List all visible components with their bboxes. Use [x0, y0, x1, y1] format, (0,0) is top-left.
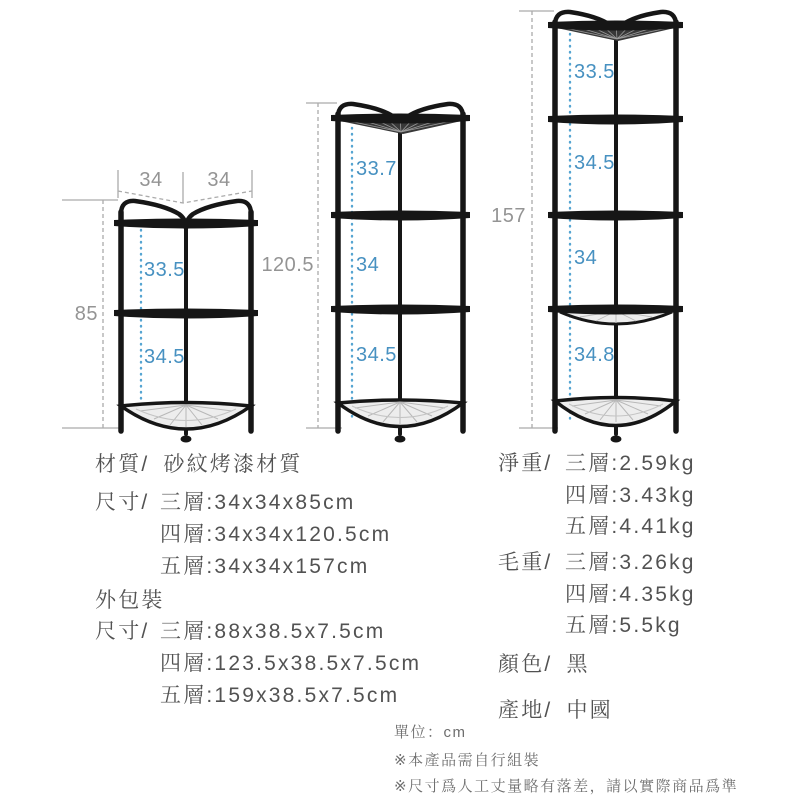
color-row — [498, 649, 590, 681]
size-block — [95, 487, 391, 583]
assembly-note: ※本產品需自行組裝 — [394, 752, 541, 769]
dim-gap-4tier-1: 33.7 — [356, 158, 397, 180]
dim-total-height-3tier: 85 — [74, 303, 98, 325]
three-tier-rack-drawing — [114, 201, 258, 443]
dim-total-height-4tier: 120.5 — [261, 254, 314, 276]
size-row-3tier: 三層:34x34x85cm — [160, 491, 356, 514]
origin-value: 中國 — [566, 699, 613, 722]
package-title: 外包裝 — [95, 589, 165, 612]
five-tier-rack-drawing — [548, 12, 683, 443]
package-row-4tier: 四層:123.5x38.5x7.5cm — [160, 652, 422, 675]
package-row-5tier: 五層:159x38.5x7.5cm — [160, 684, 400, 707]
material-label: 材質/ — [95, 453, 150, 476]
origin-label: 產地/ — [498, 699, 553, 722]
dim-gap-3tier-2: 34.5 — [144, 346, 185, 368]
net-weight-label: 淨重/ — [498, 452, 553, 475]
size-row-5tier: 五層:34x34x157cm — [160, 555, 370, 578]
dim-gap-5tier-2: 34.5 — [574, 152, 615, 174]
package-size-block — [95, 616, 421, 712]
dim-width-left: 34 — [139, 169, 163, 191]
net-weight-5tier: 五層:4.41kg — [565, 515, 696, 538]
net-weight-3tier: 三層:2.59kg — [565, 452, 696, 475]
net-weight-block — [498, 448, 696, 543]
gross-weight-block — [498, 547, 696, 642]
dim-width-right: 34 — [207, 169, 231, 191]
dim-gap-4tier-2: 34 — [356, 254, 380, 276]
material-row — [95, 449, 303, 481]
size-label: 尺寸/ — [95, 491, 150, 514]
dim-gap-5tier-4: 34.8 — [574, 344, 615, 366]
gross-weight-label: 毛重/ — [498, 551, 553, 574]
net-weight-4tier: 四層:3.43kg — [565, 483, 696, 507]
dim-gap-3tier-1: 33.5 — [144, 259, 185, 281]
material-value: 砂紋烤漆材質 — [163, 453, 303, 476]
size-row-4tier: 四層:34x34x120.5cm — [160, 523, 392, 546]
dim-gap-5tier-3: 34 — [574, 247, 598, 269]
gross-weight-4tier: 四層:4.35kg — [565, 582, 696, 606]
package-row-3tier: 三層:88x38.5x7.5cm — [160, 620, 386, 643]
footnotes — [394, 722, 738, 800]
dim-gap-5tier-1: 33.5 — [574, 61, 615, 83]
measurement-note: ※尺寸爲人工丈量略有落差，請以實際商品爲準 — [394, 778, 739, 795]
dim-gap-4tier-3: 34.5 — [356, 344, 397, 366]
package-size-label: 尺寸/ — [95, 620, 150, 643]
color-value: 黑 — [566, 653, 590, 676]
color-label: 顏色/ — [498, 653, 553, 676]
gross-weight-5tier: 五層:5.5kg — [565, 614, 682, 637]
unit-note: 單位：cm — [394, 724, 467, 741]
dim-total-height-5tier: 157 — [491, 205, 526, 227]
gross-weight-3tier: 三層:3.26kg — [565, 551, 696, 574]
